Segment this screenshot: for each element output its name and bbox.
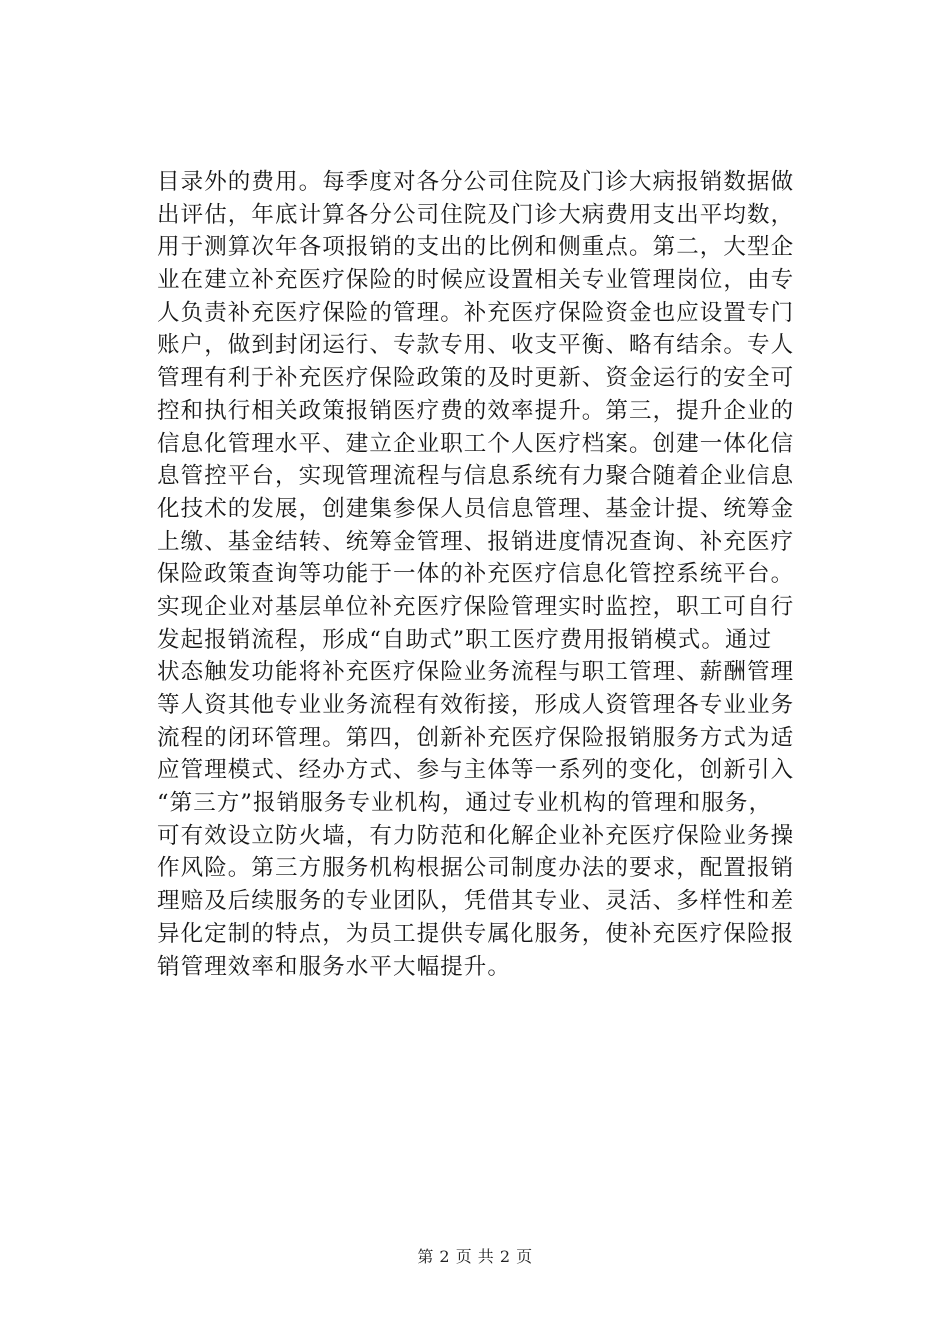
text-line: 控和执行相关政策报销医疗费的效率提升。第三，提升企业的 (157, 397, 795, 424)
text-line: 实现企业对基层单位补充医疗保险管理实时监控，职工可自行 (157, 593, 795, 620)
text-line: 信息化管理水平、建立企业职工个人医疗档案。创建一体化信 (157, 430, 795, 457)
text-line: 化技术的发展，创建集参保人员信息管理、基金计提、统筹金 (157, 495, 795, 522)
text-line: 保险政策查询等功能于一体的补充医疗信息化管控系统平台。 (157, 561, 795, 588)
text-line: 人负责补充医疗保险的管理。补充医疗保险资金也应设置专门 (157, 299, 795, 326)
text-line: 流程的闭环管理。第四，创新补充医疗保险报销服务方式为适 (157, 724, 795, 751)
text-line: 账户，做到封闭运行、专款专用、收支平衡、略有结余。专人 (157, 332, 795, 359)
text-line: 作风险。第三方服务机构根据公司制度办法的要求，配置报销 (157, 855, 795, 882)
text-line: 可有效设立防火墙，有力防范和化解企业补充医疗保险业务操 (157, 822, 795, 849)
text-line: 管理有利于补充医疗保险政策的及时更新、资金运行的安全可 (157, 365, 795, 392)
text-line: 息管控平台，实现管理流程与信息系统有力聚合随着企业信息 (157, 463, 795, 490)
text-line: “第三方”报销服务专业机构，通过专业机构的管理和服务， (157, 790, 773, 817)
text-line: 出评估，年底计算各分公司住院及门诊大病费用支出平均数， (157, 201, 795, 228)
text-line: 异化定制的特点，为员工提供专属化服务，使补充医疗保险报 (157, 920, 795, 947)
body-text (157, 166, 807, 983)
text-line: 理赔及后续服务的专业团队，凭借其专业、灵活、多样性和差 (157, 888, 795, 915)
text-line: 销管理效率和服务水平大幅提升。 (157, 953, 512, 980)
text-line: 发起报销流程，形成“自助式”职工医疗费用报销模式。通过 (157, 626, 773, 653)
text-line: 等人资其他专业业务流程有效衔接，形成人资管理各专业业务 (157, 692, 795, 718)
page-number-footer: 第 2 页 共 2 页 (417, 1247, 533, 1266)
text-line: 用于测算次年各项报销的支出的比例和侧重点。第二，大型企 (157, 234, 795, 261)
text-line: 目录外的费用。每季度对各分公司住院及门诊大病报销数据做 (157, 169, 795, 195)
text-line: 业在建立补充医疗保险的时候应设置相关专业管理岗位，由专 (157, 267, 795, 294)
text-line: 上缴、基金结转、统筹金管理、报销进度情况查询、补充医疗 (157, 528, 795, 555)
text-line: 应管理模式、经办方式、参与主体等一系列的变化，创新引入 (157, 757, 795, 784)
text-line: 状态触发功能将补充医疗保险业务流程与职工管理、薪酬管理 (157, 659, 795, 686)
